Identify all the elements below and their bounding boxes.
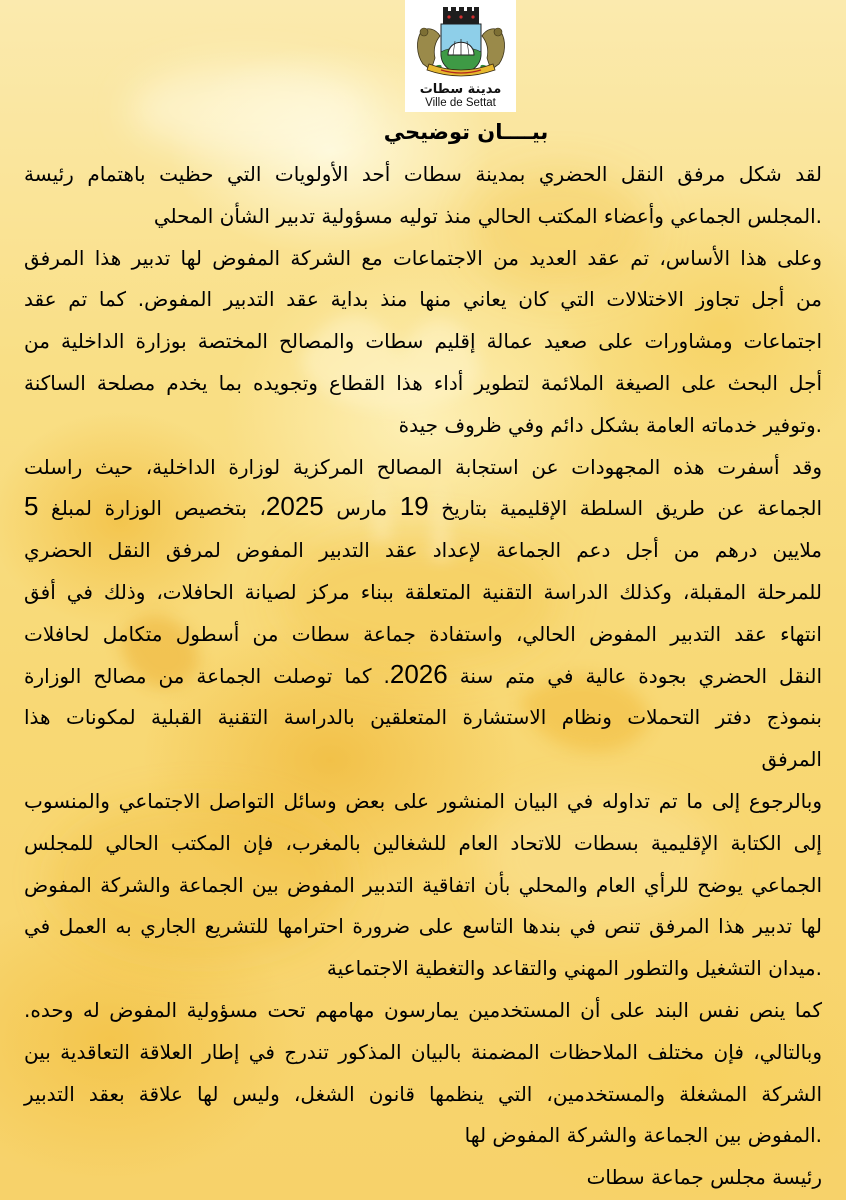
text-line: أجل البحث على الصيغة الملائمة لتطوير أداء هذا القطاع وتجويده بما يخدم مصلحة الساكنة [24, 370, 822, 395]
text-line: .ميدان التشغيل والتطور المهني والتقاعد والتغطية الاجتماعية [326, 956, 822, 981]
paragraph [24, 990, 822, 1032]
text-line: .المفوض بين الجماعة والشركة المفوض لها [464, 1123, 822, 1148]
text-line: وبالتالي، فإن مختلف الملاحظات المضمنة بالبيان المذكور تندرج في إطار العلاقة التعاقدية بين [24, 1039, 822, 1064]
number: 5 [24, 491, 39, 522]
signature-line: رئيسة مجلس جماعة سطات [586, 1165, 822, 1190]
city-logo [405, 0, 516, 112]
paragraph [24, 781, 822, 990]
city-emblem-icon [411, 2, 511, 82]
logo-french-name: Ville de Settat [425, 97, 496, 109]
text-line: النقل الحضري بجودة عالية في متم سنة 2026. كما توصلت الجماعة من مصالح الوزارة [24, 658, 823, 689]
document-body [24, 154, 822, 1199]
text-line: المرفق [761, 747, 822, 772]
text-line: .وتوفير خدماته العامة بشكل دائم وفي ظروف جيدة [398, 412, 822, 437]
paragraph [24, 154, 822, 238]
text-line: للمرحلة المقبلة، وكذلك الدراسة التقنية المتعلقة ببناء مركز لصيانة الحافلات، وذلك في أفق [24, 579, 822, 604]
text-line: ملايين درهم من أجل دعم الجماعة لإعداد عقد التدبير المفوض لمرفق النقل الحضري [24, 538, 822, 563]
number: 2026 [389, 658, 448, 689]
paragraph [24, 1032, 822, 1157]
text-line: كما ينص نفس البند على أن المستخدمين يمارسون مهامهم تحت مسؤولية المفوض له وحده. [24, 997, 822, 1022]
text-line: الشركة المشغلة والمستخدمين، التي ينظمها قانون الشغل، وليس لها علاقة بعقد التدبير [24, 1081, 822, 1106]
text-line: من أجل تجاوز الاختلالات التي كان يعاني منها منذ بداية عقد التدبير المفوض. كما تم عقد [24, 287, 822, 312]
text-line: وقد أسفرت هذه المجهودات عن استجابة المصالح المركزية لوزارة الداخلية، حيث راسلت [24, 454, 822, 479]
text-line: الجماعة عن طريق السلطة الإقليمية بتاريخ 19 مارس 2025، بتخصيص الوزارة لمبلغ 5 [24, 491, 823, 522]
text-line: انتهاء عقد التدبير المفوض الحالي، واستفادة جماعة سطات من أسطول متكامل لحافلات [24, 621, 822, 646]
text-line: الجماعي يوضح للرأي العام والمحلي بأن اتفاقية التدبير المفوض بين الجماعة والشركة المفوض [24, 872, 822, 897]
text-line: لها تدبير هذا المرفق تنص في بندها التاسع على ضرورة احترامها للتشريع الجاري به العمل في [24, 914, 822, 939]
text-line: بنموذج دفتر التحملات ونظام الاستشارة المتعلقين بالدراسة التقنية القبلية لمكونات هذا [24, 705, 822, 730]
text-line: وبالرجوع إلى ما تم تداوله في البيان المنشور على بعض وسائل التواصل الاجتماعي والمنسوب [24, 788, 822, 813]
text-line: إلى الكتابة الإقليمية بسطات للاتحاد العام للشغالين بالمغرب، فإن المكتب الحالي للمجلس [24, 830, 822, 855]
number: 2025 [265, 491, 324, 522]
text-line: لقد شكل مرفق النقل الحضري بمدينة سطات أحد الأولويات التي حظيت باهتمام رئيسة [24, 162, 822, 186]
text-line: .المجلس الجماعي وأعضاء المكتب الحالي منذ توليه مسؤولية تدبير الشأن المحلي [153, 203, 822, 228]
text-line: وعلى هذا الأساس، تم عقد العديد من الاجتماعات مع الشركة المفوض لها تدبير هذا المرفق [24, 245, 822, 270]
document-title: بيــــان توضيحي [383, 120, 549, 144]
logo-arabic-name: مدينة سطات [419, 82, 502, 97]
text-line: اجتماعات ومشاورات على صعيد عمالة إقليم سطات والمصالح المختصة بوزارة الداخلية من [24, 329, 822, 354]
paragraph [24, 447, 822, 781]
number: 19 [399, 491, 429, 522]
paragraph [24, 238, 822, 447]
